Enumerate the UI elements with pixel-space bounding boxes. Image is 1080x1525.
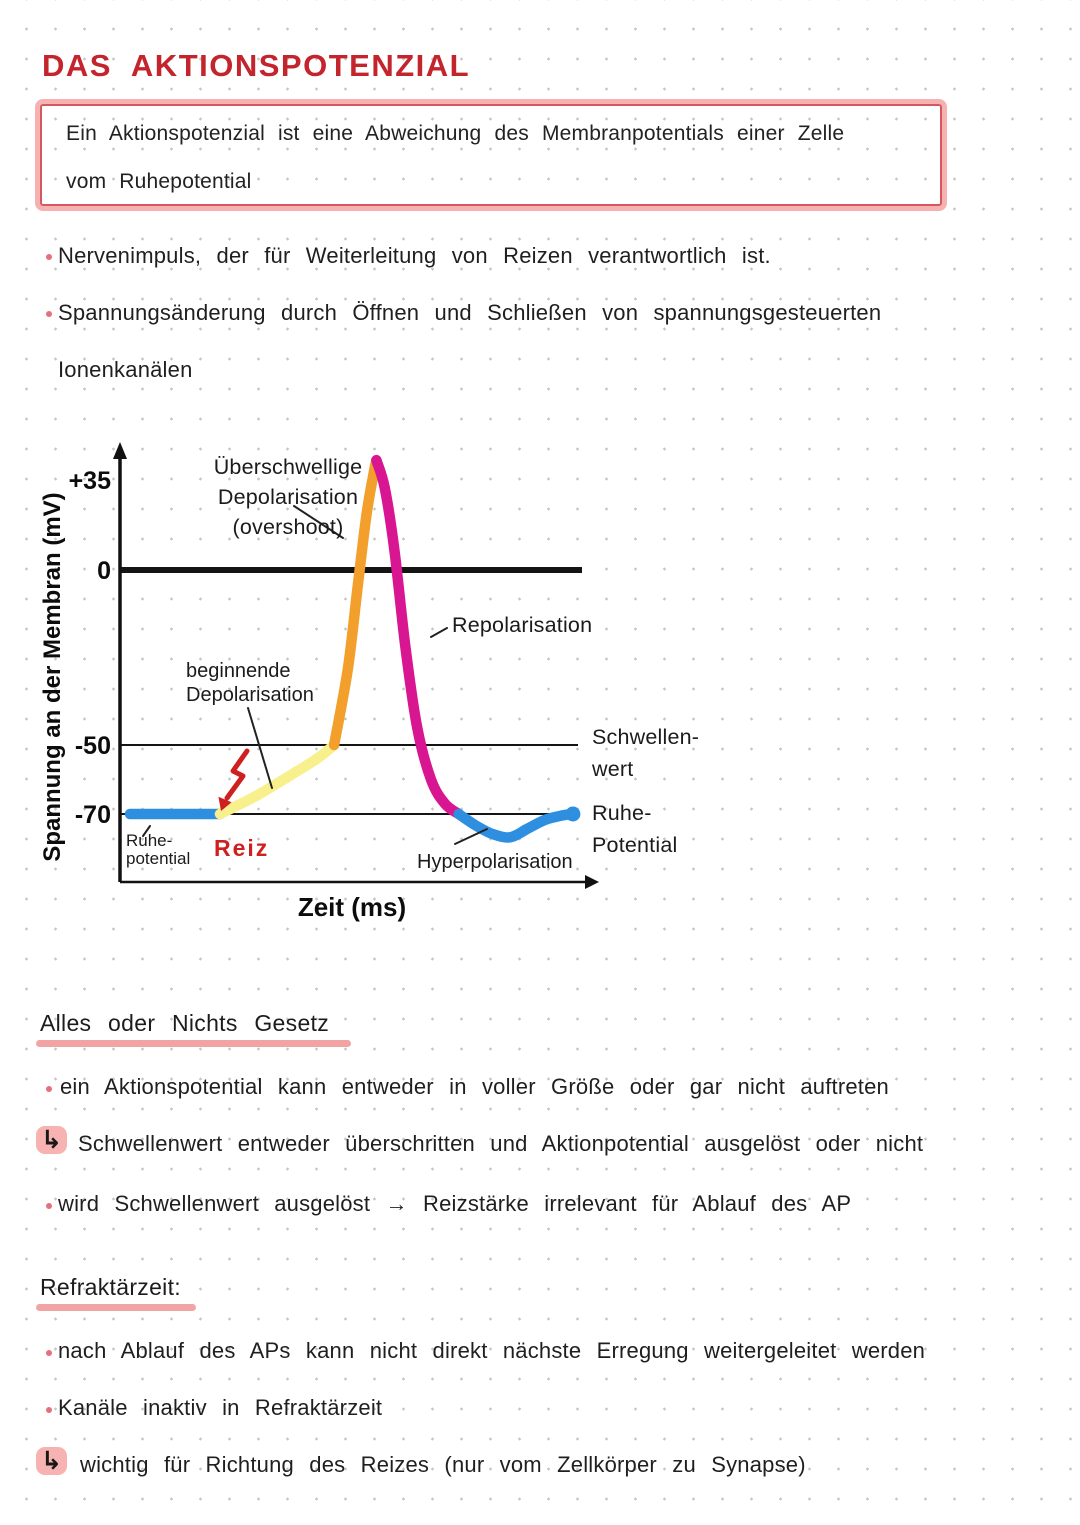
hyperpolarisation-pointer-line bbox=[455, 829, 487, 844]
page-title: DAS AKTIONSPOTENZIAL bbox=[42, 48, 471, 83]
curve-segment-repolarisation bbox=[376, 460, 458, 814]
intro-bullet-1: Nervenimpuls, der für Weiterleitung von Reizen verantwortlich ist. bbox=[58, 243, 771, 268]
all-or-nothing-bullet-2: Schwellenwert entweder überschritten und Aktionpotential ausgelöst oder nicht bbox=[78, 1131, 924, 1156]
y-axis-title: Spannung an der Membran (mV) bbox=[39, 492, 66, 862]
curve-layer bbox=[130, 460, 580, 837]
x-axis-title: Zeit (ms) bbox=[297, 892, 407, 922]
repolarisation-label: Repolarisation bbox=[452, 613, 593, 637]
y-tick-label-+35: +35 bbox=[68, 467, 111, 495]
hyperpolarisation-label: Hyperpolarisation bbox=[417, 851, 573, 873]
ruhepotential-right-label-line-2: Potential bbox=[592, 833, 678, 857]
y-tick-label--70: -70 bbox=[74, 801, 111, 829]
intro-bullet-2-line-1: Spannungsänderung durch Öffnen und Schließen von spannungsgesteuerten bbox=[58, 300, 882, 325]
definition-box bbox=[35, 99, 947, 211]
curve-segment-beginnende-depolarisation bbox=[220, 745, 334, 814]
curve-end-blob bbox=[565, 807, 580, 822]
branch-arrow-icon: ↳ bbox=[36, 1126, 67, 1154]
repolarisation-pointer-line bbox=[431, 628, 447, 637]
refraktaerzeit-bullet-3: wichtig für Richtung des Reizes (nur vom Zellkörper zu Synapse) bbox=[80, 1452, 806, 1477]
all-or-nothing-bullet-1: ein Aktionspotential kann entweder in voller Größe oder gar nicht auftreten bbox=[60, 1074, 889, 1099]
bullet-dot bbox=[46, 1203, 52, 1209]
branch-arrow-highlight bbox=[36, 1447, 67, 1475]
reiz-label: Reiz bbox=[214, 835, 270, 861]
all-or-nothing-heading: Alles oder Nichts Gesetz bbox=[40, 1010, 330, 1036]
bullet-dot bbox=[46, 254, 52, 260]
action-potential-chart bbox=[0, 432, 700, 932]
bullet-dot bbox=[46, 1407, 52, 1413]
heading-highlight-underline bbox=[36, 1040, 351, 1047]
y-tick-label-0: 0 bbox=[97, 557, 111, 585]
overshoot-label-line-2: Depolarisation bbox=[217, 485, 359, 509]
schwellenwert-label-line-1: Schwellen- bbox=[592, 725, 700, 749]
ruhepotential-right-label-line-1: Ruhe- bbox=[592, 801, 652, 825]
bullet-dot bbox=[46, 311, 52, 317]
refraktaerzeit-bullet-2: Kanäle inaktiv in Refraktärzeit bbox=[58, 1395, 383, 1420]
beginnende-label-line-2: Depolarisation bbox=[186, 684, 314, 706]
heading-highlight-underline bbox=[36, 1304, 196, 1311]
definition-line-2: vom Ruhepotential bbox=[66, 170, 252, 193]
definition-box-inner-border bbox=[40, 104, 942, 206]
beginnende-label-line-1: beginnende bbox=[186, 660, 291, 682]
refraktaerzeit-heading: Refraktärzeit: bbox=[40, 1274, 181, 1300]
intro-bullet-2-line-2: Ionenkanälen bbox=[58, 357, 193, 382]
ruhepotential-left-label-line-1: Ruhe- bbox=[126, 831, 173, 850]
branch-arrow-icon: ↳ bbox=[36, 1447, 67, 1475]
definition-line-1: Ein Aktionspotenzial ist eine Abweichung des Membranpotentials einer Zelle bbox=[66, 122, 845, 145]
beginnende-pointer-line bbox=[248, 708, 272, 788]
all-or-nothing-bullet-3: wird Schwellenwert ausgelöst → Reizstärke irrelevant für Ablauf des AP bbox=[58, 1191, 852, 1216]
overshoot-label-line-1: Überschwellige bbox=[213, 455, 363, 479]
branch-arrow-highlight bbox=[36, 1126, 67, 1154]
bullet-dot bbox=[46, 1350, 52, 1356]
x-axis-arrow-icon bbox=[585, 875, 599, 889]
y-axis-arrow-icon bbox=[113, 442, 127, 459]
refraktaerzeit-bullet-1: nach Ablauf des APs kann nicht direkt nächste Erregung weitergeleitet werden bbox=[58, 1338, 926, 1363]
ruhepotential-left-label-line-2: potential bbox=[126, 849, 191, 868]
bullet-dot bbox=[46, 1086, 52, 1092]
y-tick-label--50: -50 bbox=[74, 732, 111, 760]
overshoot-label-line-3: (overshoot) bbox=[232, 515, 344, 539]
schwellenwert-label-line-2: wert bbox=[592, 757, 634, 781]
y-tick-labels-layer bbox=[69, 467, 112, 829]
